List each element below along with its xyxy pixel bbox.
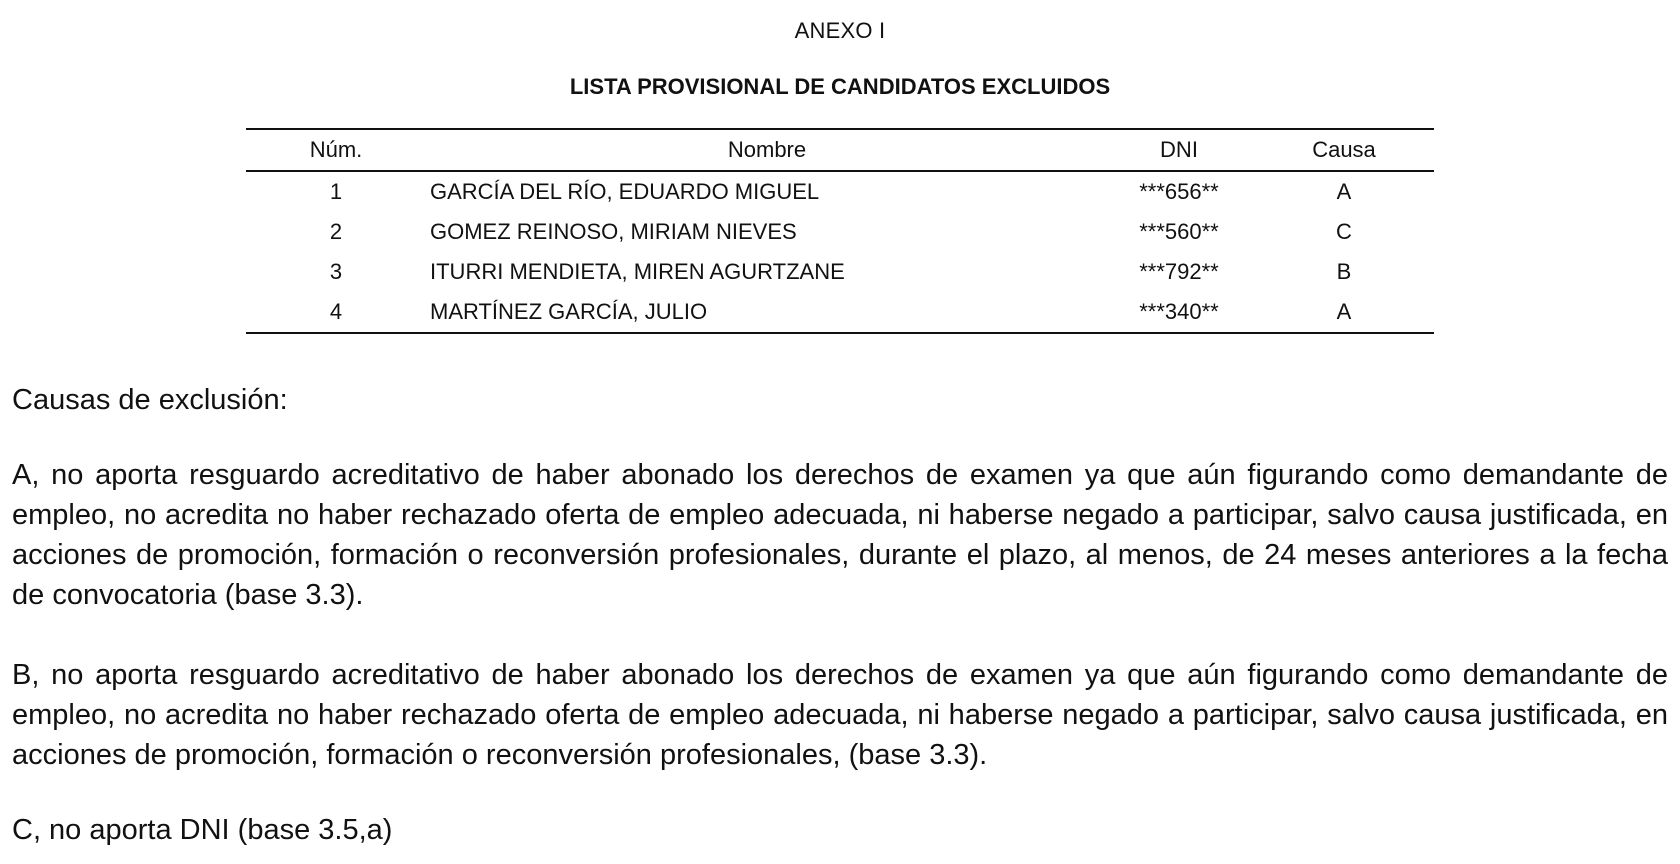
row-causa: B bbox=[1336, 259, 1352, 284]
row-num: 1 bbox=[329, 179, 343, 204]
row-dni: ***560** bbox=[1139, 219, 1219, 244]
table-row bbox=[246, 252, 1434, 292]
header-nombre: Nombre bbox=[727, 137, 807, 162]
table-row bbox=[246, 212, 1434, 252]
candidates-table bbox=[246, 128, 1434, 334]
row-nombre: GARCÍA DEL RÍO, EDUARDO MIGUEL bbox=[430, 179, 820, 204]
row-nombre: MARTÍNEZ GARCÍA, JULIO bbox=[430, 299, 708, 324]
table-row bbox=[246, 292, 1434, 333]
cause-b-paragraph: B, no aporta resguardo acreditativo de haber abonado los derechos de examen ya que aún figurando como demandante de empleo, no acredita no haber rechazado oferta de empleo adecuada, ni haberse negado a participar, salvo causa justificada, en acciones de promoción, formación o reconversión profesionales, (base 3.3). bbox=[12, 659, 1668, 771]
table-body bbox=[246, 171, 1434, 333]
cause-a-paragraph: A, no aporta resguardo acreditativo de haber abonado los derechos de examen ya que aún figurando como demandante de empleo, no acredita no haber rechazado oferta de empleo adecuada, ni haberse negado a participar, salvo causa justificada, en acciones de promoción, formación o reconversión profesionales, durante el plazo, al menos, de 24 meses anteriores a la fecha de convocatoria (base 3.3). bbox=[12, 459, 1668, 611]
list-title: LISTA PROVISIONAL DE CANDIDATOS EXCLUIDOS bbox=[569, 74, 1111, 99]
row-nombre: ITURRI MENDIETA, MIREN AGURTZANE bbox=[430, 259, 845, 284]
row-causa: A bbox=[1336, 299, 1352, 324]
row-dni: ***656** bbox=[1139, 179, 1219, 204]
row-nombre: GOMEZ REINOSO, MIRIAM NIEVES bbox=[430, 219, 797, 244]
table-header-row bbox=[246, 129, 1434, 171]
row-num: 3 bbox=[329, 259, 343, 284]
table-header bbox=[246, 129, 1434, 171]
row-num: 2 bbox=[329, 219, 343, 244]
header-dni: DNI bbox=[1160, 137, 1198, 162]
header-num: Núm. bbox=[309, 137, 363, 162]
table-row bbox=[246, 171, 1434, 212]
row-dni: ***340** bbox=[1139, 299, 1219, 324]
header-causa: Causa bbox=[1312, 137, 1376, 162]
causes-heading: Causas de exclusión: bbox=[12, 384, 288, 416]
row-causa: C bbox=[1336, 219, 1352, 244]
cause-c-paragraph: C, no aporta DNI (base 3.5,a) bbox=[12, 814, 393, 846]
row-causa: A bbox=[1336, 179, 1352, 204]
row-num: 4 bbox=[329, 299, 343, 324]
row-dni: ***792** bbox=[1139, 259, 1219, 284]
excluded-candidates-table bbox=[246, 128, 1434, 334]
annex-title: ANEXO I bbox=[794, 18, 886, 43]
